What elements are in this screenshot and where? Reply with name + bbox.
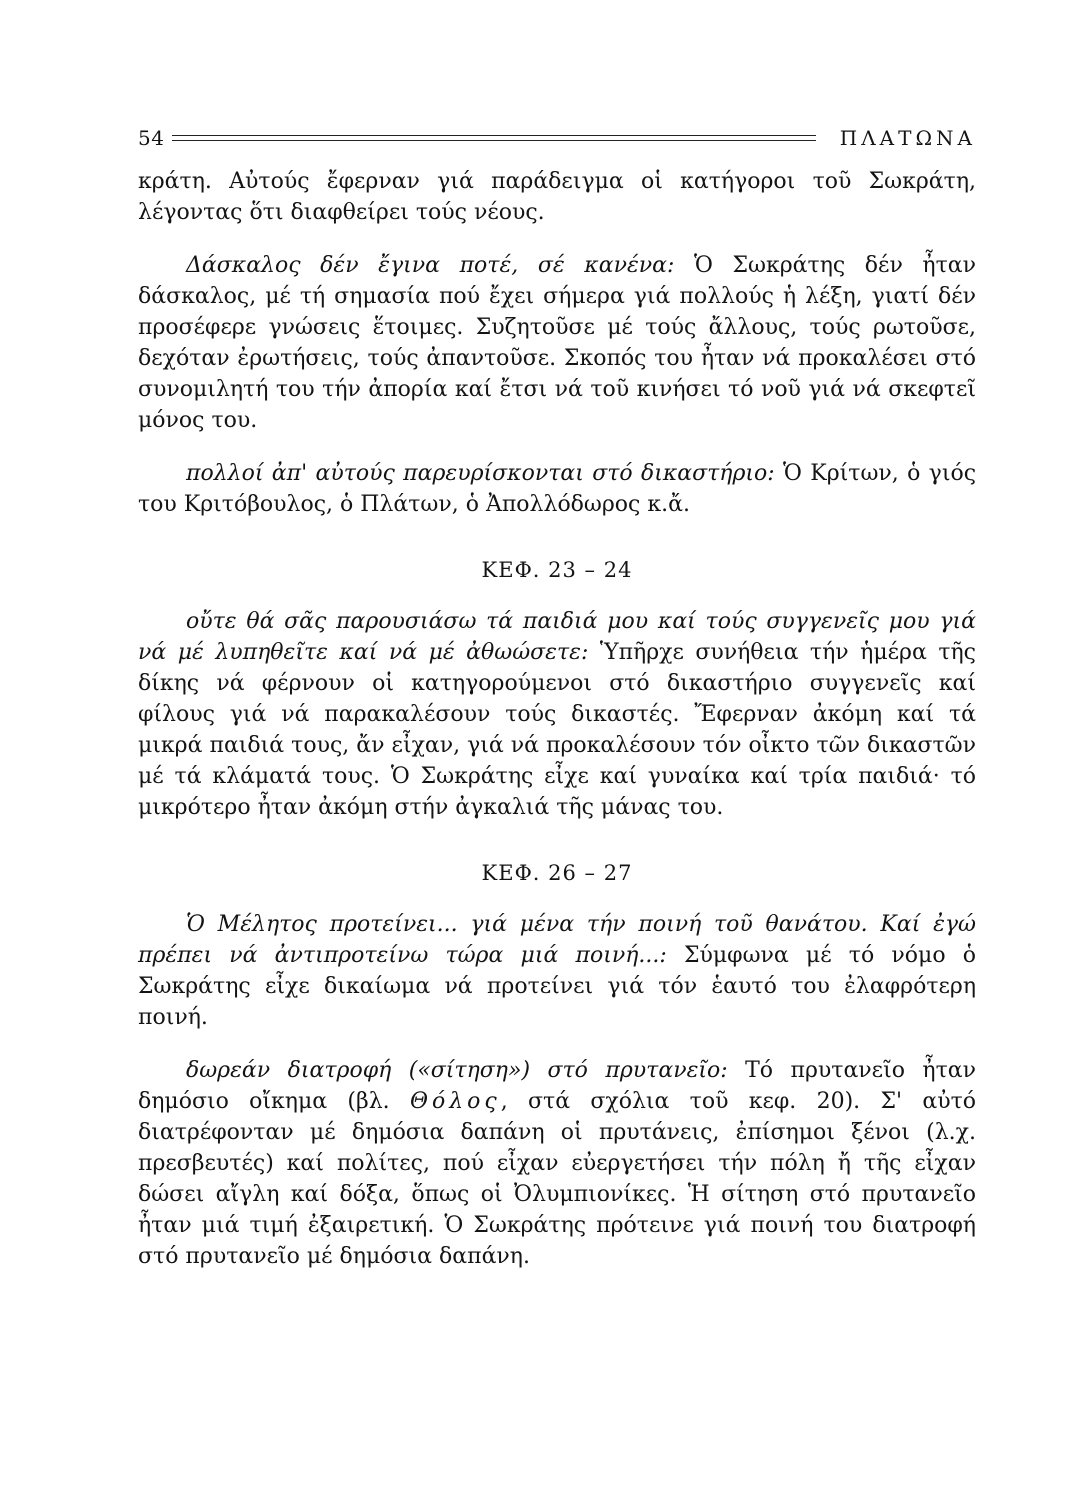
note-lemma: Δάσκαλος δέν ἔγινα ποτέ, σέ κανένα: <box>186 253 675 278</box>
note-prytaneion <box>138 1055 976 1272</box>
note-lemma: οὔτε θά σᾶς παρουσιάσω τά παιδιά μου καί τούς συγγενεῖς μου γιά νά μέ λυπηθεῖτε καί νά μέ ἀθωώσετε: <box>138 609 976 665</box>
note-text: Τό πρυτανεῖο ἦταν δημόσιο οἴκημα (βλ. <box>138 1058 976 1114</box>
note-lemma: Ὁ Μέλητος προτείνει... γιά μένα τήν ποινή τοῦ θανάτου. Καί ἐγώ πρέπει νά ἀντιπροτείνω τώρα μιά ποινή...: <box>138 912 976 968</box>
note-lemma: δωρεάν διατροφή («σίτηση») στό πρυτανεῖο: <box>186 1058 728 1083</box>
chapter-heading-23-24: ΚΕΦ. 23 – 24 <box>481 558 633 582</box>
note-text: , στά σχόλια τοῦ κεφ. 20). Σ' αὐτό διατρέφονταν μέ δημόσια δαπάνη οἱ πρυτάνεις, ἐπίσημοι ξένοι (λ.χ. πρεσβευτές) καί πολίτες, πού εἶχαν εὐεργετήσει τήν πόλη ἤ τῆς εἶχαν δώσει αἴγλη καί δόξα, ὅπως οἱ Ὀλυμπιονίκες. Ἡ σίτηση στό πρυτανεῖο ἦταν μιά τιμή ἐξαιρετική. Ὁ Σωκράτης πρότεινε γιά ποινή του διατροφή στό πρυτανεῖο μέ δημόσια δαπάνη. <box>138 1089 976 1269</box>
note-spaced-term: Θόλος <box>409 1089 501 1114</box>
note-text: Σύμφωνα μέ τό νόμο ὁ Σωκράτης εἶχε δικαίωμα νά προτείνει γιά τόν ἑαυτό του ἐλαφρότερη ποινή. <box>138 943 976 1030</box>
note-teacher <box>138 250 976 436</box>
note-counter-penalty <box>138 909 976 1033</box>
running-title: ΠΛΑΤΩΝΑ <box>839 126 976 150</box>
book-page <box>138 118 976 1272</box>
note-present-in-court <box>138 458 976 520</box>
note-text: Ὑπῆρχε συνήθεια τήν ἡμέρα τῆς δίκης νά φέρνουν οἱ κατηγορούμενοι στό δικαστήριο συγγενεῖς καί φίλους γιά νά παρακαλέσουν τούς δικαστές. Ἔφερναν ἀκόμη καί τά μικρά παιδιά τους, ἄν εἶχαν, γιά νά προκαλέσουν τόν οἶκτο τῶν δικαστῶν μέ τά κλάματά τους. Ὁ Σωκράτης εἶχε καί γυναίκα καί τρία παιδιά· τό μικρότερο ἦταν ἀκόμη στήν ἀγκαλιά τῆς μάνας του. <box>138 640 976 820</box>
note-text: Ὁ Σωκράτης δέν ἦταν δάσκαλος, μέ τή σημασία πού ἔχει σήμερα γιά πολλούς ἡ λέξη, γιατί δέν προσέφερε γνώσεις ἕτοιμες. Συζητοῦσε μέ τούς ἄλλους, τούς ρωτοῦσε, δεχόταν ἐρωτήσεις, τούς ἀπαντοῦσε. Σκοπός του ἦταν νά προκαλέσει στό συνομιλητή του τήν ἀπορία καί ἔτσι νά τοῦ κινήσει τό νοῦ γιά νά σκεφτεῖ μόνος του. <box>138 253 976 433</box>
running-header <box>138 118 976 158</box>
paragraph-text: κράτη. Αὐτούς ἔφερναν γιά παράδειγμα οἱ κατήγοροι τοῦ Σωκράτη, λέγοντας ὅτι διαφθείρει τούς νέους. <box>138 169 976 225</box>
header-double-rule <box>172 135 815 141</box>
chapter-heading-26-27: ΚΕΦ. 26 – 27 <box>481 861 633 885</box>
note-children-relatives <box>138 606 976 823</box>
note-text: Ὁ Κρίτων, ὁ γιός του Κριτόβουλος, ὁ Πλάτων, ὁ Ἀπολλόδωρος κ.ἄ. <box>138 461 977 517</box>
note-lemma: πολλοί ἀπ' αὐτούς παρευρίσκονται στό δικαστήριο: <box>186 461 775 486</box>
page-number: 54 <box>138 126 165 150</box>
paragraph-continuation <box>138 166 976 228</box>
